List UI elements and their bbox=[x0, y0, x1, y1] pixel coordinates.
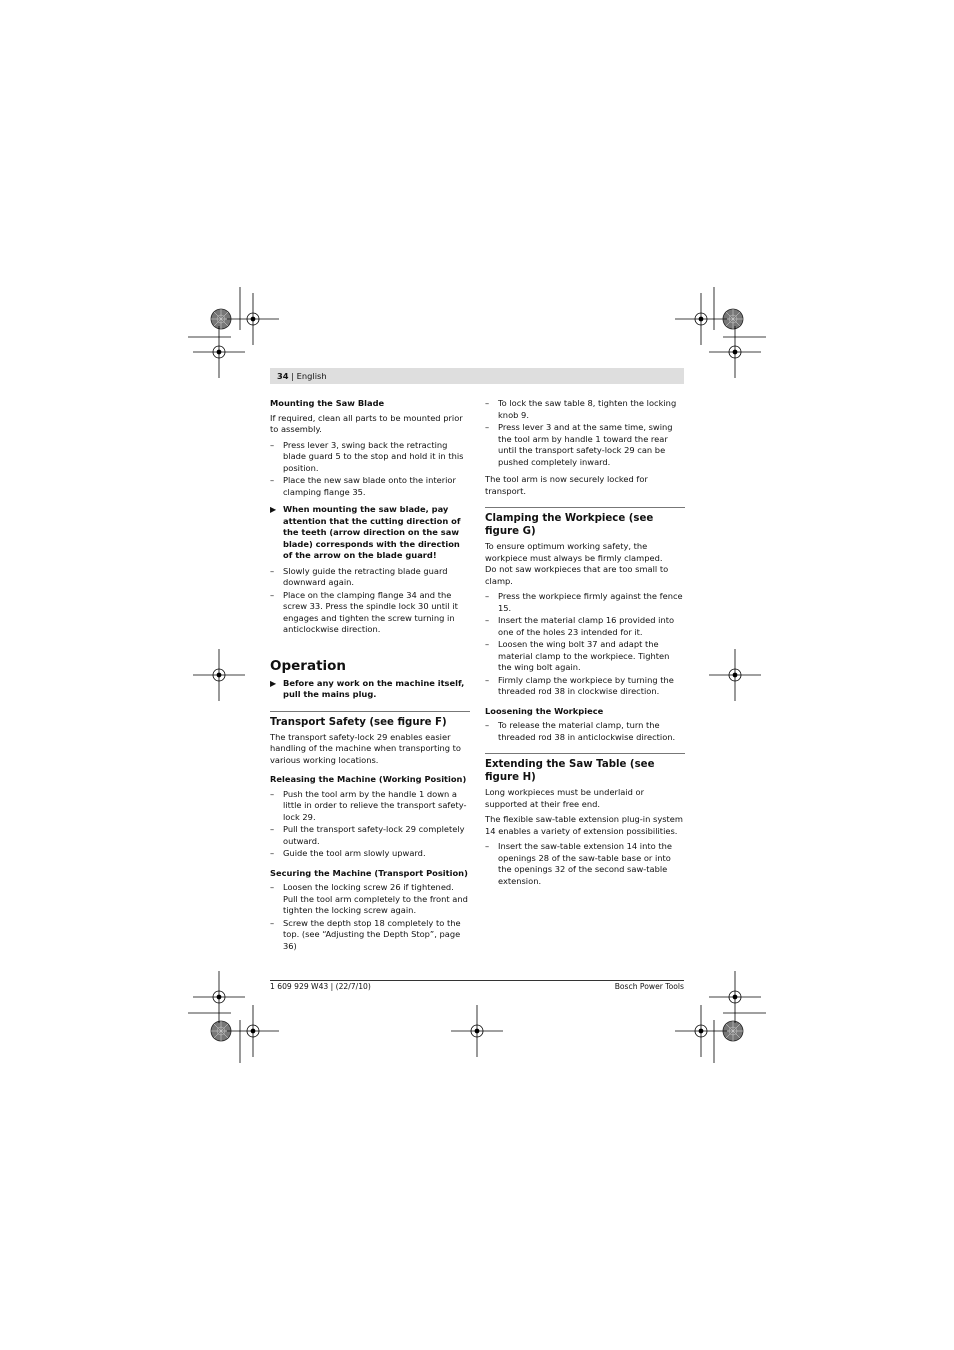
page-header bbox=[270, 368, 684, 384]
list-item: – Firmly clamp the workpiece by turning the threaded rod 38 in clockwise direction. bbox=[485, 675, 685, 698]
extending-title: Extending the Saw Table (see figure H) bbox=[485, 759, 655, 783]
securing-steps bbox=[270, 882, 470, 952]
securing-title: Securing the Machine (Transport Position) bbox=[270, 867, 468, 878]
mounting-title: Mounting the Saw Blade bbox=[270, 398, 385, 408]
list-item: – Press the workpiece firmly against the fence 15. bbox=[485, 591, 685, 614]
header-language: English bbox=[296, 371, 327, 381]
transport-intro: The transport safety-lock 29 enables easier handling of the machine when transporting to various working locations. bbox=[270, 731, 461, 765]
list-item: – Loosen the wing bolt 37 and adapt the material clamp to the workpiece. Tighten the wing bolt again. bbox=[485, 639, 685, 674]
triangle-right-icon: ▶ bbox=[270, 678, 277, 688]
list-item: – To lock the saw table 8, tighten the locking knob 9. bbox=[485, 398, 685, 421]
section-rule bbox=[270, 711, 470, 712]
list-item: – Pull the transport safety-lock 29 completely outward. bbox=[270, 824, 470, 847]
list-item: – Push the tool arm by the handle 1 down a little in order to relieve the transport safety-lock 29. bbox=[270, 789, 470, 824]
list-item: – To release the material clamp, turn the threaded rod 38 in anticlockwise direction. bbox=[485, 720, 685, 743]
list-item: – Insert the material clamp 16 provided into one of the holes 23 intended for it. bbox=[485, 615, 685, 638]
list-item: – Insert the saw-table extension 14 into the openings 28 of the saw-table base or into the openings 32 of the second saw-table extension. bbox=[485, 841, 685, 887]
list-item: – Screw the depth stop 18 completely to the top. (see “Adjusting the Depth Stop”, page 36) bbox=[270, 918, 470, 953]
mounting-warning-text: When mounting the saw blade, pay attention that the cutting direction of the teeth (arrow direction on the saw blade) corresponds with the direction of the arrow on the blade guard! bbox=[283, 504, 461, 560]
clamping-intro-2: Do not saw workpieces that are too small to clamp. bbox=[485, 564, 669, 586]
operation-warning-text: Before any work on the machine itself, pull the mains plug. bbox=[283, 677, 465, 699]
list-item: – Press lever 3, swing back the retracting blade guard 5 to the stop and hold it in this position. bbox=[270, 440, 470, 475]
mounting-intro: If required, clean all parts to be mounted prior to assembly. bbox=[270, 412, 463, 434]
operation-title: Operation bbox=[270, 657, 347, 674]
loosening-title: Loosening the Workpiece bbox=[485, 705, 604, 716]
section-rule bbox=[485, 507, 685, 508]
header-text bbox=[277, 370, 327, 382]
footer-rule bbox=[270, 980, 684, 981]
extending-intro-1: Long workpieces must be underlaid or supported at their free end. bbox=[485, 787, 645, 809]
list-item: – Loosen the locking screw 26 if tightened. Pull the tool arm completely to the front and tighten the locking screw again. bbox=[270, 882, 470, 917]
left-column bbox=[270, 398, 470, 956]
lock-steps bbox=[485, 398, 685, 468]
footer-doc-number: 1 609 929 W43 | (22/7/10) bbox=[270, 982, 371, 991]
header-separator: | bbox=[288, 371, 297, 381]
footer-brand: Bosch Power Tools bbox=[614, 982, 684, 991]
list-item: – Press lever 3 and at the same time, swing the tool arm by handle 1 toward the rear until the transport safety-lock 29 can be pushed completely inward. bbox=[485, 422, 685, 468]
loosening-steps bbox=[485, 720, 685, 743]
clamping-steps bbox=[485, 591, 685, 698]
page-number: 34 bbox=[277, 371, 289, 381]
mounting-steps-2 bbox=[270, 566, 470, 636]
mounting-warning bbox=[270, 504, 470, 562]
list-item: – Guide the tool arm slowly upward. bbox=[270, 848, 470, 860]
list-item: – Place the new saw blade onto the interior clamping flange 35. bbox=[270, 475, 470, 498]
mounting-steps-1 bbox=[270, 440, 470, 499]
clamping-intro-1: To ensure optimum working safety, the workpiece must always be firmly clamped. bbox=[485, 541, 663, 563]
section-rule bbox=[485, 753, 685, 754]
operation-warning bbox=[270, 678, 470, 701]
right-column bbox=[485, 398, 685, 891]
transport-title: Transport Safety (see figure F) bbox=[270, 716, 447, 728]
extending-intro-2: The flexible saw-table extension plug-in system 14 enables a variety of extension possibilities. bbox=[485, 814, 683, 836]
releasing-title: Releasing the Machine (Working Position) bbox=[270, 774, 467, 784]
list-item: – Slowly guide the retracting blade guard downward again. bbox=[270, 566, 470, 589]
lock-note: The tool arm is now securely locked for transport. bbox=[485, 474, 648, 496]
triangle-right-icon: ▶ bbox=[270, 505, 277, 514]
list-item: – Place on the clamping flange 34 and the screw 33. Press the spindle lock 30 until it engages and tighten the screw turning in anticlockwise direction. bbox=[270, 590, 470, 636]
extending-steps bbox=[485, 841, 685, 887]
clamping-title: Clamping the Workpiece (see figure G) bbox=[485, 513, 654, 537]
releasing-steps bbox=[270, 789, 470, 860]
